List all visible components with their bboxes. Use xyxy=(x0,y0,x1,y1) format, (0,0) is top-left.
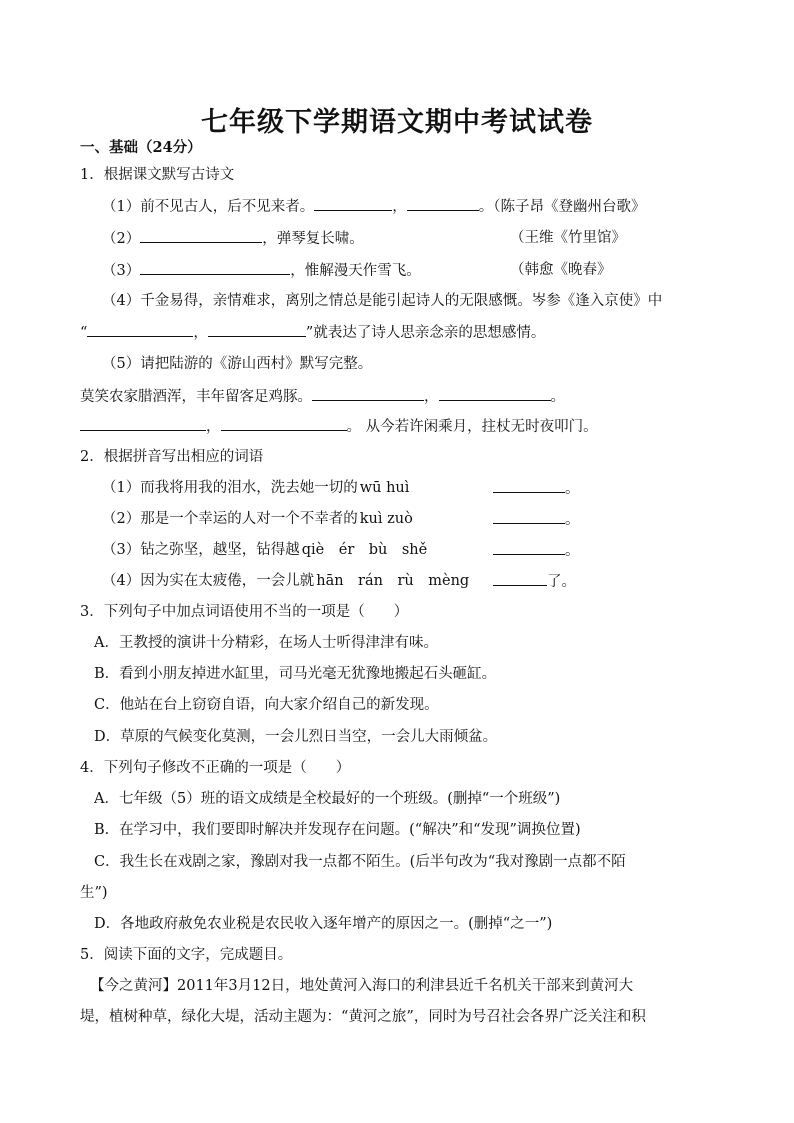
question-2-stem: 2．根据拼音写出相应的词语 xyxy=(80,449,264,465)
q2-item-1: （1）而我将用我的泪水，洗去她一切的 wū huì xyxy=(102,480,410,496)
q3-option-d[interactable]: D．草原的气候变化莫测，一会儿烈日当空，一会儿大雨倾盆。 xyxy=(94,729,498,745)
question-4-stem: 4．下列句子修改不正确的一项是（ ） xyxy=(80,760,351,776)
answer-blank[interactable] xyxy=(314,196,392,211)
q1-item-5-line1: 莫笑农家腊酒浑，丰年留客足鸡豚。 ， 。 xyxy=(80,386,565,407)
q1-item-3-source: （韩愈《晚春》 xyxy=(510,262,612,278)
q1-item-5-stem: （5）请把陆游的《游山西村》默写完整。 xyxy=(102,356,373,372)
q2-item-1-answer: 。 xyxy=(493,478,580,499)
q4-option-c[interactable]: C．我生长在戏剧之家，豫剧对我一点都不陌生。(后半句改为“我对豫剧一点都不陌 xyxy=(94,854,626,870)
question-5-stem: 5．阅读下面的文字，完成题目。 xyxy=(80,947,293,963)
q2-item-2: （2）那是一个幸运的人对一个不幸者的 kuì zuò xyxy=(102,511,413,527)
section-heading: 一、基础（24分） xyxy=(80,139,202,156)
q2-item-4: （4）因为实在太疲倦，一会儿就 hān rán rù mèng xyxy=(102,573,470,589)
answer-blank[interactable] xyxy=(493,571,547,586)
pinyin: wū huì xyxy=(359,480,410,496)
pinyin: qiè ér bù shě xyxy=(301,542,428,558)
answer-blank[interactable] xyxy=(493,540,565,555)
q3-option-b[interactable]: B．看到小朋友掉进水缸里，司马光毫无犹豫地搬起石头砸缸。 xyxy=(94,666,497,682)
q4-option-d[interactable]: D．各地政府赦免农业税是农民收入逐年增产的原因之一。(删掉“之一”) xyxy=(94,916,553,932)
answer-blank[interactable] xyxy=(439,386,551,401)
q1-item-4-line2: “ ， ”就表达了诗人思亲念亲的思想感情。 xyxy=(80,322,545,343)
pinyin: kuì zuò xyxy=(359,511,413,527)
q4-option-c-cont: 生”) xyxy=(80,885,108,901)
q3-option-c[interactable]: C．他站在台上窃窃自语，向大家介绍自己的新发现。 xyxy=(94,697,439,713)
answer-blank[interactable] xyxy=(312,386,424,401)
q1-item-3: （3） ，惟解漫天作雪飞。 xyxy=(102,260,421,281)
answer-blank[interactable] xyxy=(87,322,193,337)
q2-item-2-answer: 。 xyxy=(493,509,580,530)
answer-blank[interactable] xyxy=(221,416,347,431)
q5-passage-line1: 【今之黄河】2011年3月12日，地处黄河入海口的利津县近千名机关干部来到黄河大 xyxy=(90,978,634,994)
q1-item-2: （2） ，弹琴复长啸。 xyxy=(102,228,364,249)
q2-item-3: （3）钻之弥坚，越坚，钻得越 qiè ér bù shě xyxy=(102,542,428,558)
answer-blank[interactable] xyxy=(80,416,206,431)
q1-item-2-source: （王维《竹里馆》 xyxy=(510,230,626,246)
q2-item-4-answer: 了。 xyxy=(493,571,576,592)
q4-option-a[interactable]: A．七年级（5）班的语文成绩是全校最好的一个班级。(删掉“一个班级”) xyxy=(94,791,561,807)
q3-option-a[interactable]: A．王教授的演讲十分精彩，在场人士听得津津有味。 xyxy=(94,635,438,651)
q5-passage-line2: 堤，植树种草，绿化大堤，活动主题为：“黄河之旅”，同时为号召社会各界广泛关注和积 xyxy=(80,1009,646,1025)
answer-blank[interactable] xyxy=(493,478,565,493)
page-title: 七年级下学期语文期中考试试卷 xyxy=(201,107,593,138)
answer-blank[interactable] xyxy=(140,228,262,243)
answer-blank[interactable] xyxy=(208,322,306,337)
q2-item-3-answer: 。 xyxy=(493,540,580,561)
q4-option-b[interactable]: B．在学习中，我们要即时解决并发现存在问题。(“解决”和“发现”调换位置) xyxy=(94,822,581,838)
pinyin: hān rán rù mèng xyxy=(316,573,470,589)
q1-item-1: （1）前不见古人，后不见来者。 ， 。（陈子昂《登幽州台歌》 xyxy=(102,196,645,217)
question-3-stem: 3．下列句子中加点词语使用不当的一项是（ ） xyxy=(80,604,409,620)
question-1-stem: 1．根据课文默写古诗文 xyxy=(80,167,235,183)
q1-item-4-line1: （4）千金易得，亲情难求，离别之情总是能引起诗人的无限感慨。岑参《逢入京使》中 xyxy=(102,293,663,309)
answer-blank[interactable] xyxy=(407,196,479,211)
answer-blank[interactable] xyxy=(493,509,565,524)
q1-item-5-line2: ， 。 从今若许闲乘月，拄杖无时夜叩门。 xyxy=(80,416,598,437)
answer-blank[interactable] xyxy=(140,260,290,275)
